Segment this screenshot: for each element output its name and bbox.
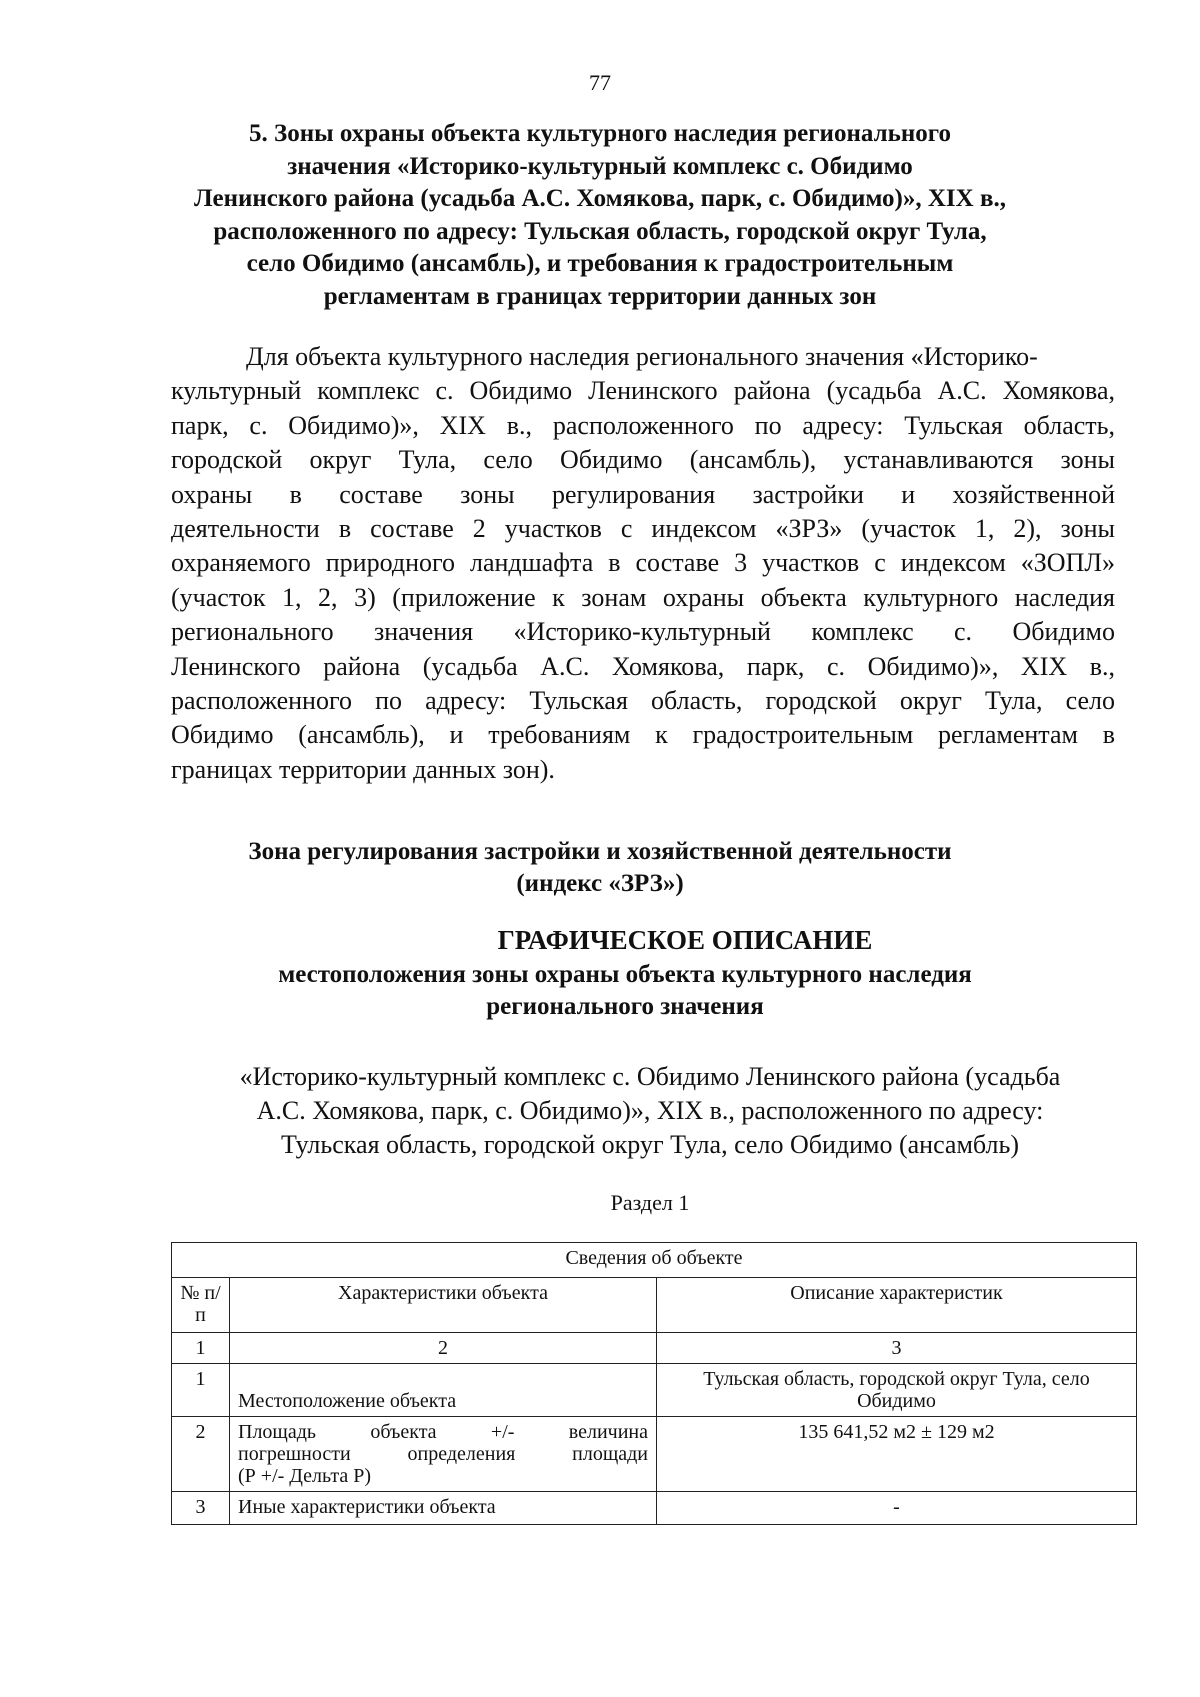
heading-line: регламентам в границах территории данных зон [323, 282, 877, 310]
table-column-numbers-row [172, 1333, 1137, 1364]
heading-line: село Обидимо (ансамбль), и требования к градостроительным [246, 250, 954, 277]
object-description-line: «Историко-культурный комплекс с. Обидимо Ленинского района (усадьба [239, 1062, 1061, 1091]
paragraph-line: культурный комплекс с. Обидимо Ленинского района (усадьба А.С. Хомякова, [171, 376, 1115, 406]
paragraph-line: охраны в составе зоны регулирования застройки и хозяйственной [171, 479, 1115, 509]
col-number: 2 [230, 1333, 657, 1364]
object-info-table [171, 1242, 1137, 1525]
subtitle-line: местоположения зоны охраны объекта культурного наследия [278, 961, 972, 988]
row-description: Тульская область, городской округ Тула, село Обидимо [657, 1364, 1137, 1417]
heading-line: расположенного по адресу: Тульская область, городской округ Тула, [213, 217, 987, 245]
row-characteristic [230, 1417, 657, 1492]
characteristic-line: погрешности определения площади [238, 1443, 648, 1465]
paragraph-line: деятельности в составе 2 участков с индексом «ЗРЗ» (участок 1, 2), зоны [171, 514, 1115, 544]
paragraph-line: границах территории данных зон). [171, 754, 555, 784]
row-characteristic: Местоположение объекта [230, 1364, 657, 1417]
paragraph-line: Для объекта культурного наследия регионального значения «Историко- [246, 342, 1038, 371]
header-characteristics: Характеристики объекта [230, 1278, 657, 1333]
characteristic-line: (Р +/- Дельта Р) [238, 1465, 372, 1487]
zone-title-index: (индекс «ЗРЗ») [516, 870, 684, 897]
col-number: 1 [172, 1333, 230, 1364]
row-number: 1 [172, 1364, 230, 1417]
object-description-line: А.С. Хомякова, парк, с. Обидимо)», XIX в., расположенного по адресу: [256, 1096, 1044, 1125]
zone-title [160, 836, 1040, 900]
subtitle-line: регионального значения [486, 993, 764, 1020]
paragraph-line: охраняемого природного ландшафта в составе 3 участков с индексом «ЗОПЛ» [171, 548, 1115, 578]
paragraph-line: (участок 1, 2, 3) (приложение к зонам охраны объекта культурного наследия [171, 582, 1115, 612]
paragraph-line: Обидимо (ансамбль), и требованиям к градостроительным регламентам в [171, 720, 1115, 750]
table-caption-row [172, 1243, 1137, 1278]
graphic-description-title: ГРАФИЧЕСКОЕ ОПИСАНИЕ [497, 925, 873, 955]
graphic-description-subtitle [150, 959, 1100, 1023]
page-number: 77 [589, 70, 611, 95]
heading-line: 5. Зоны охраны объекта культурного наследия регионального [249, 120, 951, 147]
table-header-row [172, 1278, 1137, 1333]
paragraph-line: расположенного по адресу: Тульская область, городской округ Тула, село [171, 686, 1115, 716]
paragraph-line: городской округ Тула, село Обидимо (ансамбль), устанавливаются зоны [171, 445, 1115, 475]
col-number: 3 [657, 1333, 1137, 1364]
table-row [172, 1417, 1137, 1492]
section-heading [160, 118, 1040, 313]
row-number: 3 [172, 1492, 230, 1525]
table-row [172, 1364, 1137, 1417]
paragraph-line: парк, с. Обидимо)», XIX в., расположенного по адресу: Тульская область, [171, 410, 1115, 440]
row-characteristic: Иные характеристики объекта [230, 1492, 657, 1525]
paragraph-line: регионального значения «Историко-культурный комплекс с. Обидимо [171, 617, 1115, 647]
heading-line: значения «Историко-культурный комплекс с. Обидимо [287, 152, 913, 180]
header-description: Описание характеристик [657, 1278, 1137, 1333]
object-description-line: Тульская область, городской округ Тула, село Обидимо (ансамбль) [280, 1130, 1019, 1159]
row-description: 135 641,52 м2 ± 129 м2 [657, 1417, 1137, 1492]
row-description: - [657, 1492, 1137, 1525]
zone-title-line: Зона регулирования застройки и хозяйственной деятельности [248, 838, 952, 865]
body-paragraph [171, 340, 1115, 787]
table-row [172, 1492, 1137, 1525]
heading-line: Ленинского района (усадьба А.С. Хомякова, парк, с. Обидимо)», XIX в., [194, 185, 1006, 212]
row-number: 2 [172, 1417, 230, 1492]
table-caption: Сведения об объекте [172, 1243, 1137, 1278]
object-description [150, 1060, 1150, 1162]
paragraph-line: Ленинского района (усадьба А.С. Хомякова, парк, с. Обидимо)», XIX в., [171, 651, 1115, 681]
characteristic-line: Площадь объекта +/- величина [238, 1421, 648, 1443]
header-num: № п/п [172, 1278, 230, 1333]
section-label: Раздел 1 [610, 1190, 690, 1215]
